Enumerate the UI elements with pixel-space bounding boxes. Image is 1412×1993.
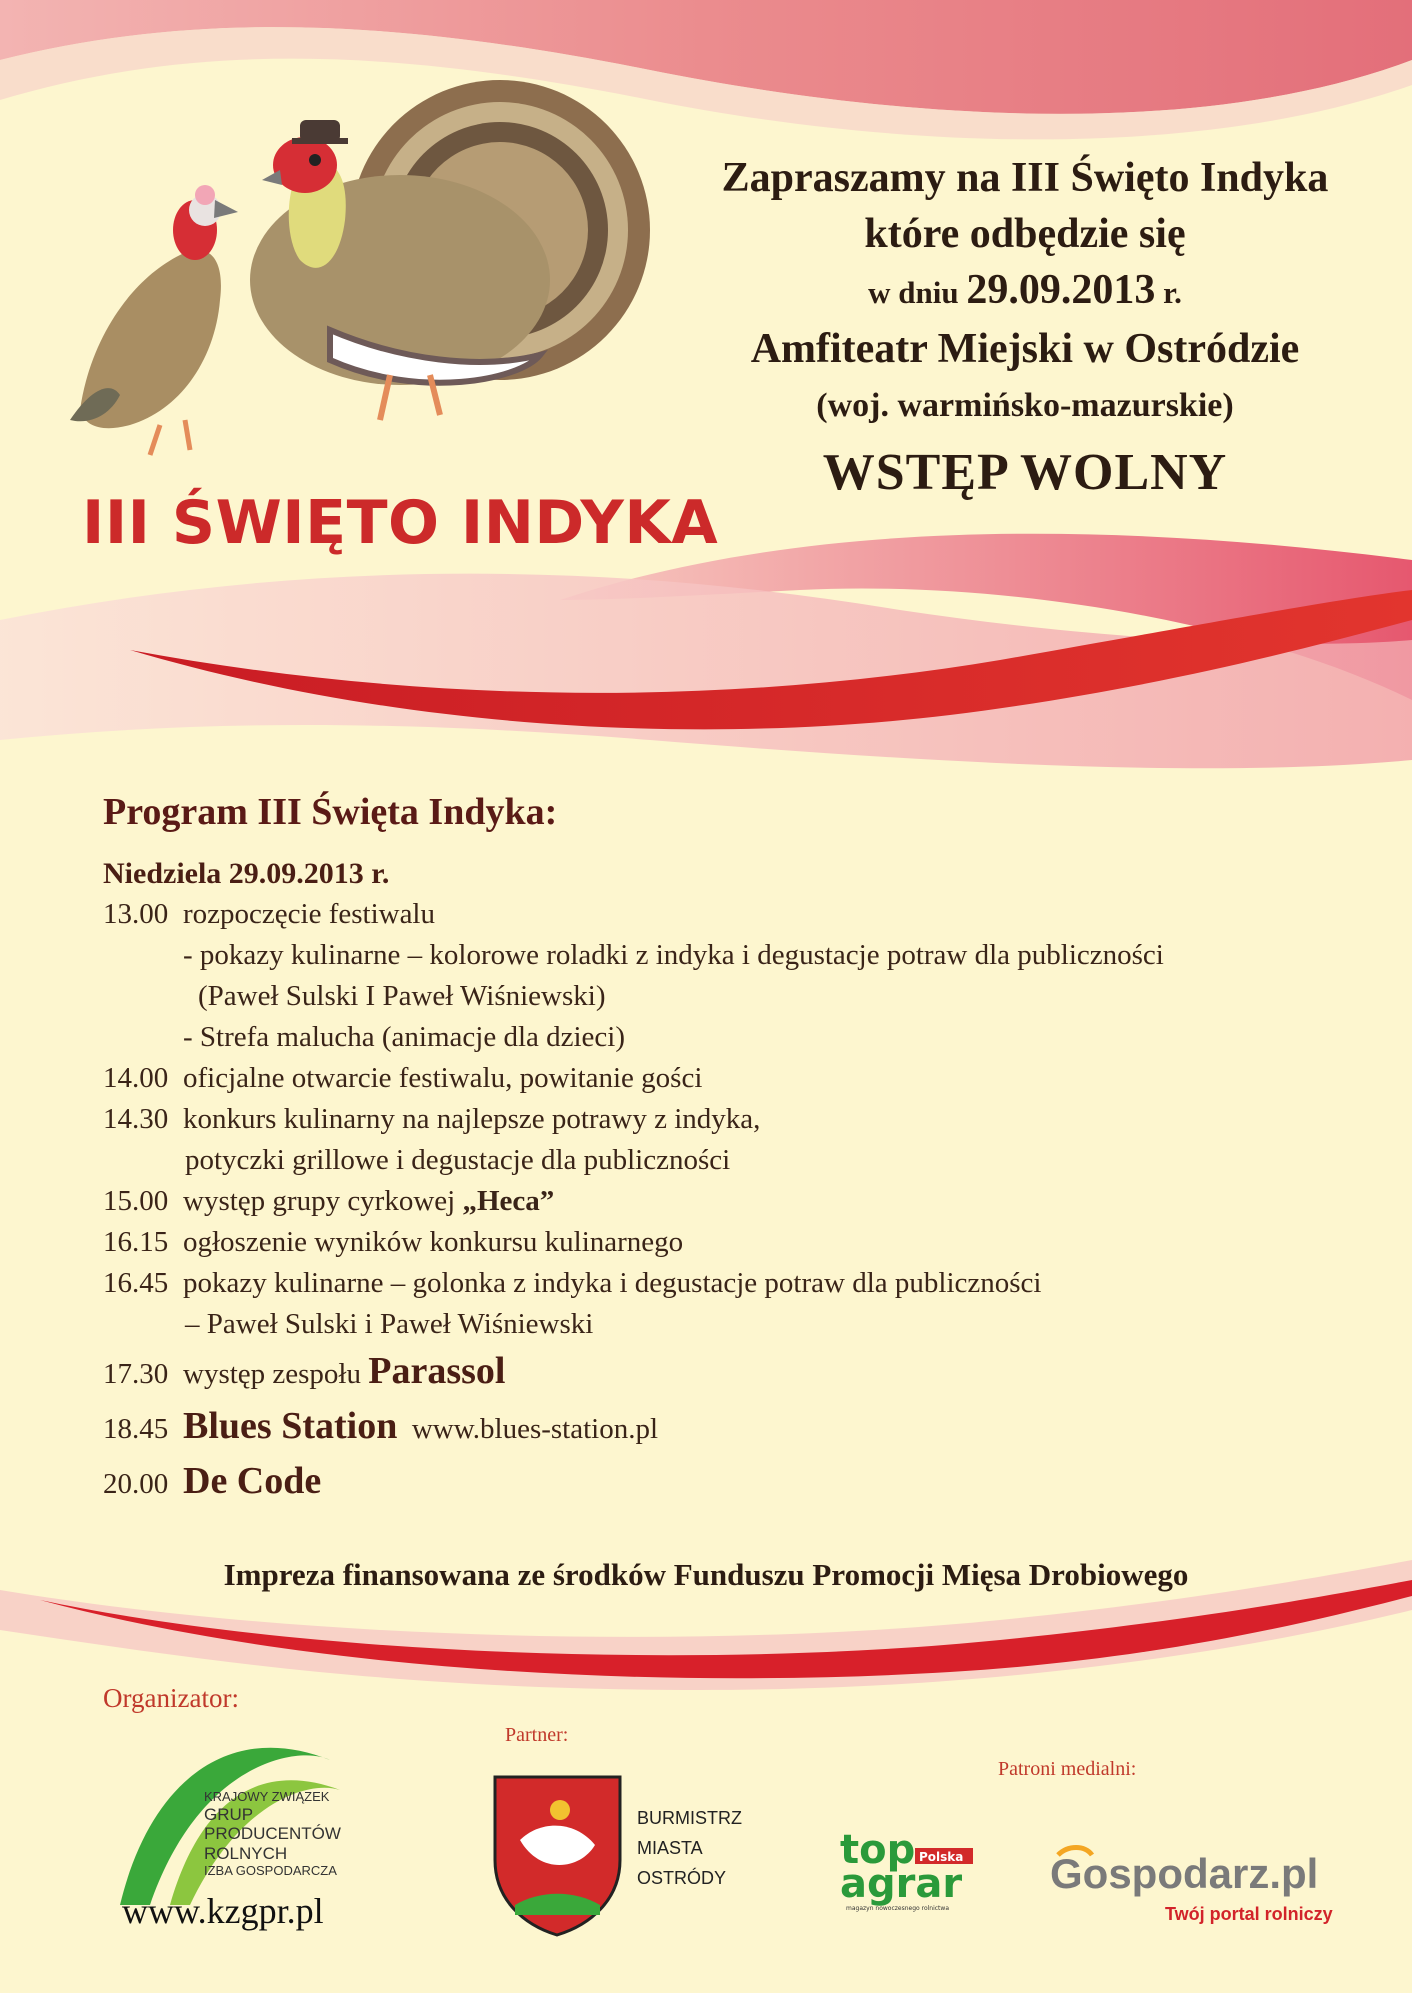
region: (woj. warmińsko-mazurskie) [816, 387, 1234, 424]
program-row-detail: - pokazy kulinarne – kolorowe roladki z indyka i degustacje potraw dla publiczności [183, 939, 1164, 971]
program-day: Niedziela 29.09.2013 r. [103, 857, 390, 890]
funding-note: Impreza finansowana ze środków Funduszu Promocji Mięsa Drobiowego [223, 1557, 1189, 1592]
media-patrons-label: Patroni medialni: [998, 1758, 1137, 1780]
kzgpr-line: GRUP [204, 1804, 254, 1824]
band-name: Blues Station [183, 1405, 398, 1447]
kzgpr-line: ROLNYCH [204, 1844, 288, 1864]
program-row [103, 1345, 1353, 1400]
program-title: Program III Święta Indyka: [103, 791, 558, 833]
topagrar-bottom-text: agrar [840, 1861, 963, 1907]
program-time: 18.45 [103, 1413, 169, 1445]
gospodarz-logo [1050, 1850, 1333, 1924]
program-row [103, 1455, 1353, 1510]
program-text: ogłoszenie wyników konkursu kulinarnego [183, 1226, 684, 1258]
program-text: występ zespołu [183, 1358, 369, 1390]
program-time: 13.00 [103, 898, 169, 930]
date-suffix: r. [1155, 275, 1182, 310]
band-name: Parassol [368, 1350, 506, 1392]
program-time: 20.00 [103, 1468, 169, 1500]
burmistrz-line: MIASTA [637, 1838, 703, 1858]
program-row-detail: - Strefa malucha (animacje dla dzieci) [183, 1021, 626, 1053]
date-prefix: w dniu [868, 275, 967, 310]
program-time: 16.45 [103, 1267, 169, 1299]
turkey-hen-illustration [70, 185, 238, 455]
program-row-detail: potyczki grillowe i degustacje dla publiczności [185, 1144, 731, 1176]
program-text: pokazy kulinarne – golonka z indyka i degustacje potraw dla publiczności [183, 1267, 1042, 1299]
kzgpr-name [204, 1790, 341, 1879]
program-text: występ grupy cyrkowej [183, 1185, 463, 1217]
band-name: De Code [183, 1460, 322, 1502]
topagrar-subtitle: magazyn nowoczesnego rolnictwa [846, 1905, 949, 1912]
program-time: 14.30 [103, 1103, 169, 1135]
kzgpr-line: PRODUCENTÓW [204, 1824, 341, 1844]
event-title: III ŚWIĘTO INDYKA [82, 488, 719, 558]
kzgpr-url: www.kzgpr.pl [122, 1891, 324, 1931]
program-row-detail: – Paweł Sulski i Paweł Wiśniewski [185, 1308, 594, 1340]
program-row [103, 1099, 1353, 1140]
program-time: 16.15 [103, 1226, 169, 1258]
band-url: www.blues-station.pl [411, 1413, 659, 1445]
gospodarz-name: Gospodarz.pl [1050, 1850, 1319, 1897]
invitation-line-2: które odbędzie się [864, 211, 1186, 257]
program-row [103, 1222, 1353, 1263]
burmistrz-text [637, 1803, 742, 1893]
free-entry: WSTĘP WOLNY [822, 444, 1228, 501]
program-time: 15.00 [103, 1185, 169, 1217]
organizer-label: Organizator: [103, 1683, 239, 1713]
program-time: 14.00 [103, 1062, 169, 1094]
program-time: 17.30 [103, 1358, 169, 1390]
program-row [103, 1400, 1353, 1455]
invitation-block [640, 150, 1410, 511]
program-row [103, 1263, 1353, 1304]
program-text: oficjalne otwarcie festiwalu, powitanie gości [183, 1062, 703, 1094]
burmistrz-line: OSTRÓDY [637, 1868, 727, 1888]
partner-label: Partner: [505, 1724, 569, 1746]
program-section [103, 790, 1353, 1510]
topagrar-logo [840, 1827, 973, 1912]
venue: Amfiteatr Miejski w Ostródzie [750, 326, 1300, 372]
program-text: konkurs kulinarny na najlepsze potrawy z indyka, [183, 1103, 761, 1135]
program-row [103, 1181, 1353, 1222]
invitation-date-line [640, 262, 1410, 321]
program-text: rozpoczęcie festiwalu [183, 898, 435, 930]
topagrar-top-text: top [840, 1827, 916, 1873]
ostroda-coat-of-arms [495, 1777, 620, 1935]
gospodarz-tagline: Twój portal rolniczy [1165, 1904, 1333, 1924]
program-row-detail: (Paweł Sulski I Paweł Wiśniewski) [198, 980, 606, 1012]
program-highlight: „Heca” [462, 1185, 555, 1217]
invitation-line-1: Zapraszamy na III Święto Indyka [721, 155, 1329, 201]
burmistrz-line: BURMISTRZ [637, 1808, 742, 1828]
kzgpr-line: IZBA GOSPODARCZA [204, 1862, 337, 1878]
program-row [103, 1058, 1353, 1099]
turkey-tom-illustration [250, 80, 650, 420]
kzgpr-line: KRAJOWY ZWIĄZEK [204, 1789, 330, 1804]
topagrar-badge: Polska [919, 1850, 964, 1864]
program-row [103, 894, 1353, 935]
event-date: 29.09.2013 [966, 267, 1156, 313]
